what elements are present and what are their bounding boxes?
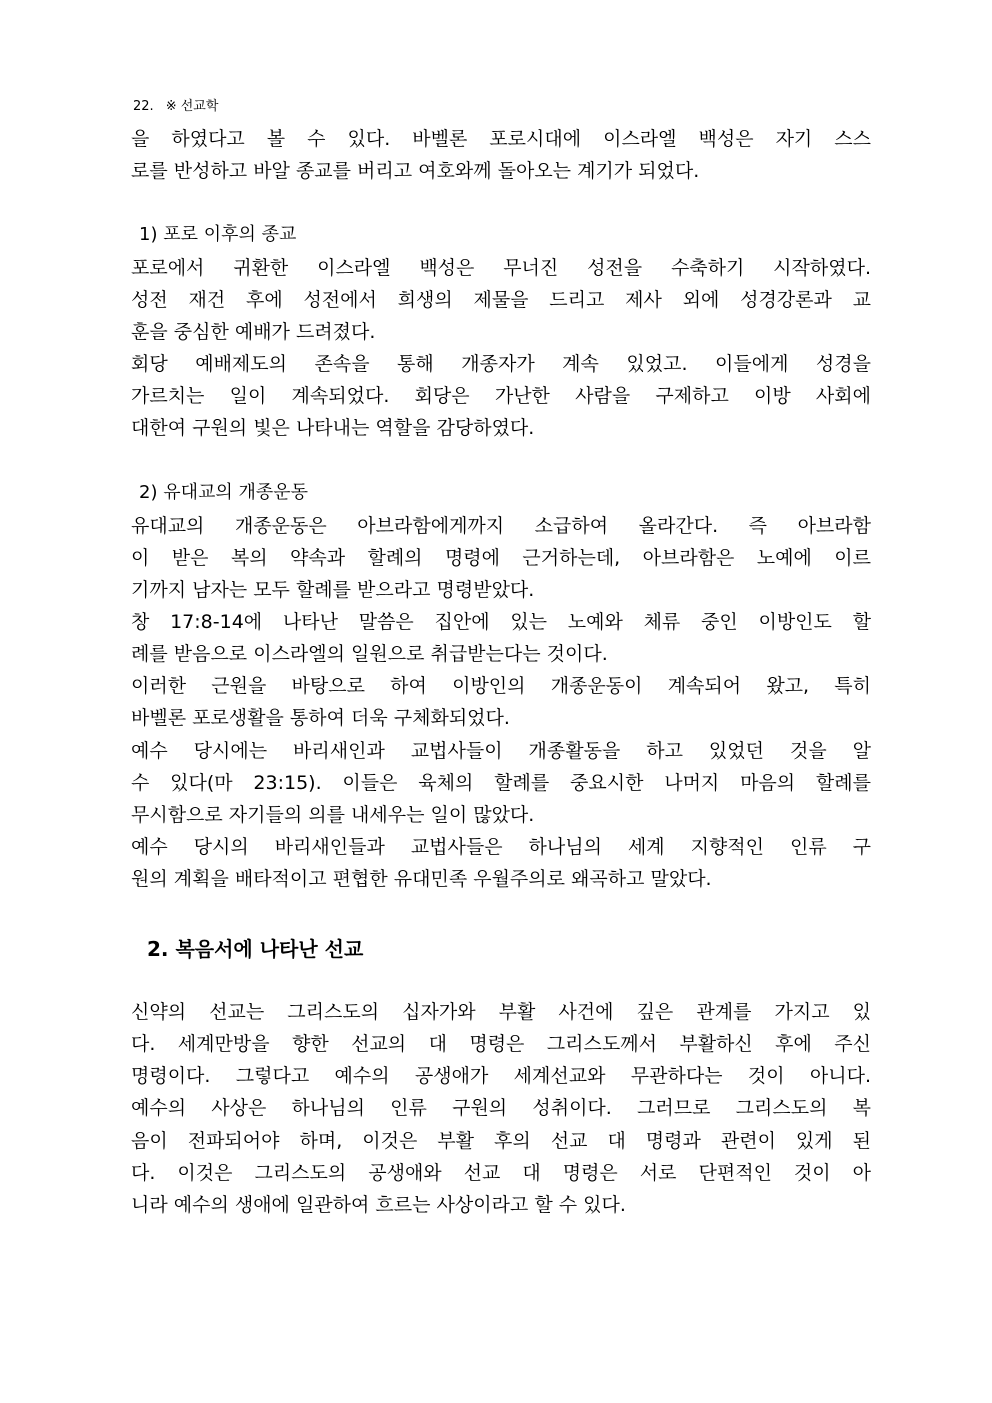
paragraph-line: 신약의 선교는 그리스도의 십자가와 부활 사건에 깊은 관계를 가지고 있 xyxy=(131,1001,871,1023)
page-header xyxy=(133,99,218,115)
paragraph-line: 예수 당시의 바리새인들과 교법사들은 하나님의 세계 지향적인 인류 구 xyxy=(131,836,871,858)
paragraph-line: 성전 재건 후에 성전에서 희생의 제물을 드리고 제사 외에 성경강론과 교 xyxy=(131,289,871,311)
paragraph-line: 대한여 구원의 빛은 나타내는 역할을 감당하였다. xyxy=(131,417,535,439)
paragraph-line: 명령이다. 그렇다고 예수의 공생애가 세계선교와 무관하다는 것이 아니다. xyxy=(131,1065,871,1087)
paragraph-line: 음이 전파되어야 하며, 이것은 부활 후의 선교 대 명령과 관련이 있게 된 xyxy=(131,1130,871,1152)
paragraph-line: 다. 이것은 그리스도의 공생애와 선교 대 명령은 서로 단편적인 것이 아 xyxy=(131,1162,871,1184)
paragraph-line: 례를 받음으로 이스라엘의 일원으로 취급받는다는 것이다. xyxy=(131,643,608,665)
paragraph-line: 포로에서 귀환한 이스라엘 백성은 무너진 성전을 수축하기 시작하였다. xyxy=(131,257,871,279)
paragraph-line: 유대교의 개종운동은 아브라함에게까지 소급하여 올라간다. 즉 아브라함 xyxy=(131,515,871,537)
paragraph-line: 무시함으로 자기들의 의를 내세우는 일이 많았다. xyxy=(131,804,535,826)
page-number: 22. xyxy=(133,99,154,114)
paragraph-line: 바벨론 포로생활을 통하여 더욱 구체화되었다. xyxy=(131,707,510,729)
paragraph-line: 을 하였다고 볼 수 있다. 바벨론 포로시대에 이스라엘 백성은 자기 스스 xyxy=(131,128,871,150)
paragraph-line: 니라 예수의 생애에 일관하여 흐르는 사상이라고 할 수 있다. xyxy=(131,1194,626,1216)
paragraph-line: 이러한 근원을 바탕으로 하여 이방인의 개종운동이 계속되어 왔고, 특히 xyxy=(131,675,871,697)
paragraph-line: 다. 세계만방을 향한 선교의 대 명령은 그리스도께서 부활하신 후에 주신 xyxy=(131,1033,871,1055)
paragraph-line: 원의 계획을 배타적이고 편협한 유대민족 우월주의로 왜곡하고 말았다. xyxy=(131,868,712,890)
paragraph-line: 이 받은 복의 약속과 할례의 명령에 근거하는데, 아브라함은 노예에 이르 xyxy=(131,547,871,569)
paragraph-line: 기까지 남자는 모두 할례를 받으라고 명령받았다. xyxy=(131,579,535,601)
paragraph-line: 회당 예배제도의 존속을 통해 개종자가 계속 있었고. 이들에게 성경을 xyxy=(131,353,871,375)
paragraph-line: 예수의 사상은 하나님의 인류 구원의 성취이다. 그러므로 그리스도의 복 xyxy=(131,1097,871,1119)
paragraph-line: 예수 당시에는 바리새인과 교법사들이 개종활동을 하고 있었던 것을 알 xyxy=(131,740,871,762)
paragraph-line: 훈을 중심한 예배가 드려졌다. xyxy=(131,321,376,343)
paragraph-line: 창 17:8-14에 나타난 말씀은 집안에 있는 노예와 체류 중인 이방인도 할 xyxy=(131,611,871,633)
section-heading-1: 1) 포로 이후의 종교 xyxy=(139,224,297,245)
chapter-heading: 2. 복음서에 나타난 선교 xyxy=(147,937,364,961)
paragraph-line: 수 있다(마 23:15). 이들은 육체의 할례를 중요시한 나머지 마음의 할례를 xyxy=(131,772,871,794)
section-heading-2: 2) 유대교의 개종운동 xyxy=(139,482,309,503)
paragraph-line: 로를 반성하고 바알 종교를 버리고 여호와께 돌아오는 계기가 되었다. xyxy=(131,160,700,182)
header-title: ※ 선교학 xyxy=(165,99,219,114)
paragraph-line: 가르치는 일이 계속되었다. 회당은 가난한 사람을 구제하고 이방 사회에 xyxy=(131,385,871,407)
